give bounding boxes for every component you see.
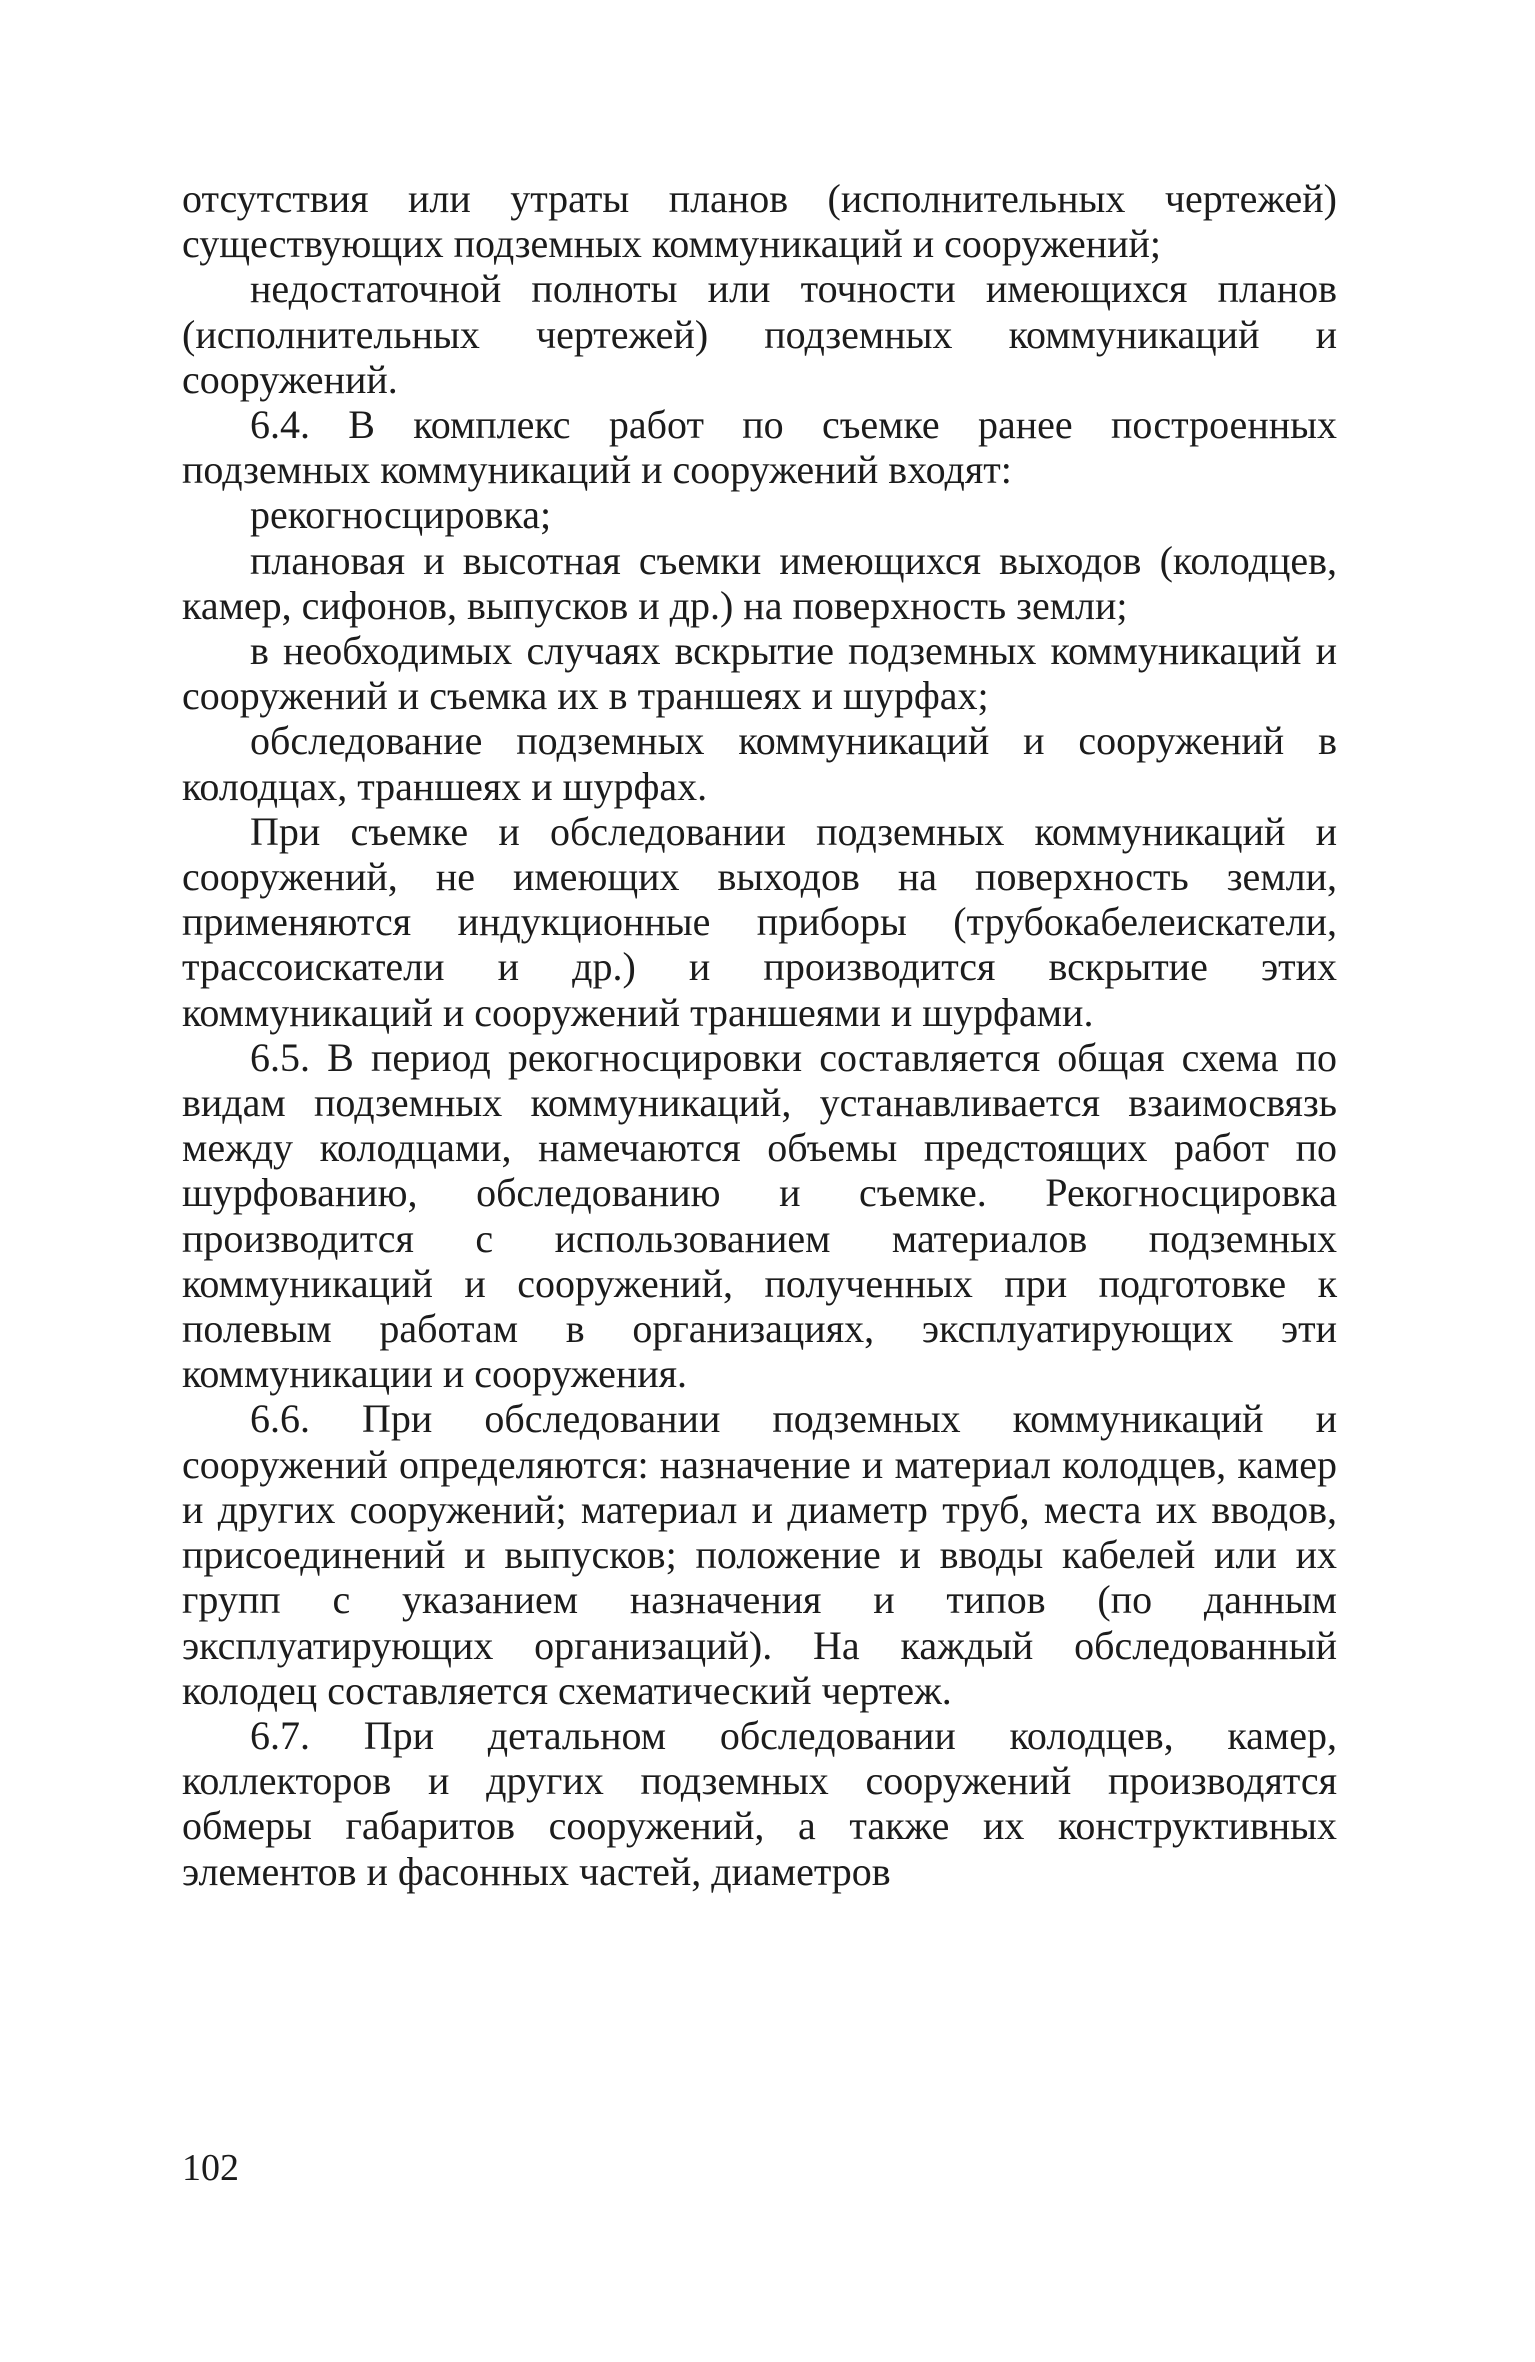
- section-6-4-paragraph: 6.4. В комплекс работ по съемке ранее построенных подземных коммуникаций и сооружений входят:: [182, 402, 1337, 493]
- body-text: [182, 176, 1337, 1894]
- section-6-7-paragraph: 6.7. При детальном обследовании колодцев, камер, коллекторов и других подземных сооружений производятся обмеры габаритов сооружений, а также их конструктивных элементов и фасонных частей, диаметров: [182, 1712, 1337, 1894]
- section-6-6-paragraph: 6.6. При обследовании подземных коммуникаций и сооружений определяются: назначение и материал колодцев, камер и других сооружений; материал и диаметр труб, места их вводов, присоединений и выпусков; положение и вводы кабелей или их групп с указанием назначения и типов (по данным эксплуатирующих организаций). На каждый обследованный колодец составляется схематический чертеж.: [182, 1396, 1337, 1713]
- paragraph: обследование подземных коммуникаций и сооружений в колодцах, траншеях и шурфах.: [182, 718, 1337, 809]
- paragraph: в необходимых случаях вскрытие подземных коммуникаций и сооружений и съемка их в траншеях и шурфах;: [182, 628, 1337, 719]
- paragraph: недостаточной полноты или точности имеющихся планов (исполнительных чертежей) подземных коммуникаций и сооружений.: [182, 266, 1337, 402]
- paragraph: отсутствия или утраты планов (исполнительных чертежей) существующих подземных коммуникаций и сооружений;: [182, 176, 1337, 267]
- section-6-5-paragraph: 6.5. В период рекогносцировки составляется общая схема по видам подземных коммуникаций, устанавливается взаимосвязь между колодцами, намечаются объемы предстоящих работ по шурфованию, обследованию и съемке. Рекогносцировка производится с использованием материалов подземных коммуникаций и сооружений, полученных при подготовке к полевым работам в организациях, эксплуатирующих эти коммуникации и сооружения.: [182, 1034, 1337, 1397]
- page-number: 102: [182, 2147, 239, 2189]
- paragraph: плановая и высотная съемки имеющихся выходов (колодцев, камер, сифонов, выпусков и др.) на поверхность земли;: [182, 537, 1337, 628]
- paragraph: рекогносцировка;: [250, 492, 552, 538]
- paragraph: При съемке и обследовании подземных коммуникаций и сооружений, не имеющих выходов на поверхность земли, применяются индукционные приборы (трубокабелеискатели, трассоискатели и др.) и производится вскрытие этих коммуникаций и сооружений траншеями и шурфами.: [182, 808, 1337, 1035]
